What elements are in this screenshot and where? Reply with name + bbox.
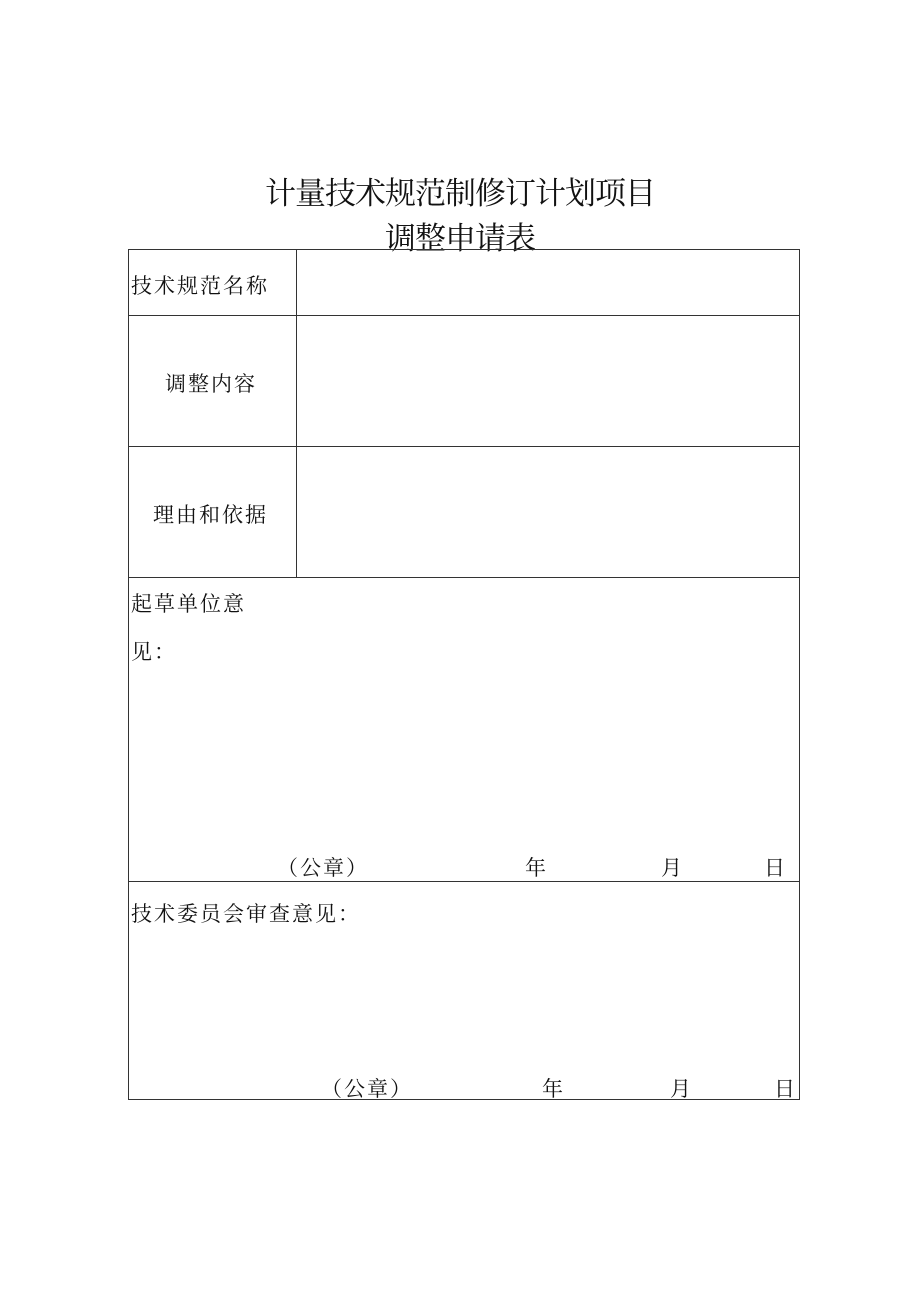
adjustment-content-label: 调整内容 bbox=[165, 372, 257, 396]
drafting-unit-opinion-section[interactable] bbox=[129, 578, 799, 882]
drafting-opinion-label-line2: 见： bbox=[131, 640, 177, 664]
drafting-opinion-label-line1: 起草单位意 bbox=[131, 592, 246, 616]
adjustment-content-field[interactable] bbox=[297, 316, 799, 446]
adjustment-content-label-cell bbox=[129, 316, 297, 446]
committee-review-opinion-section[interactable] bbox=[129, 882, 799, 1099]
committee-seal-label: （公章） bbox=[321, 1077, 413, 1101]
drafting-year-label: 年 bbox=[525, 856, 548, 880]
document-title-line2: 调整申请表 bbox=[385, 221, 535, 257]
committee-opinion-label: 技术委员会审查意见： bbox=[131, 902, 361, 926]
document-title-line1: 计量技术规范制修订计划项目 bbox=[265, 176, 655, 212]
reason-basis-label-cell bbox=[129, 447, 297, 577]
drafting-seal-label: （公章） bbox=[277, 856, 369, 880]
spec-name-row bbox=[129, 250, 799, 316]
spec-name-label-cell bbox=[129, 250, 297, 315]
reason-basis-field[interactable] bbox=[297, 447, 799, 577]
drafting-day-label: 日 bbox=[764, 856, 787, 880]
application-form-table bbox=[128, 249, 800, 1100]
committee-year-label: 年 bbox=[542, 1077, 565, 1101]
reason-basis-row bbox=[129, 447, 799, 578]
reason-basis-label: 理由和依据 bbox=[153, 503, 268, 527]
adjustment-content-row bbox=[129, 316, 799, 447]
spec-name-label: 技术规范名称 bbox=[131, 274, 269, 298]
drafting-month-label: 月 bbox=[661, 856, 684, 880]
spec-name-field[interactable] bbox=[297, 250, 799, 315]
committee-month-label: 月 bbox=[670, 1077, 693, 1101]
committee-day-label: 日 bbox=[774, 1077, 797, 1101]
